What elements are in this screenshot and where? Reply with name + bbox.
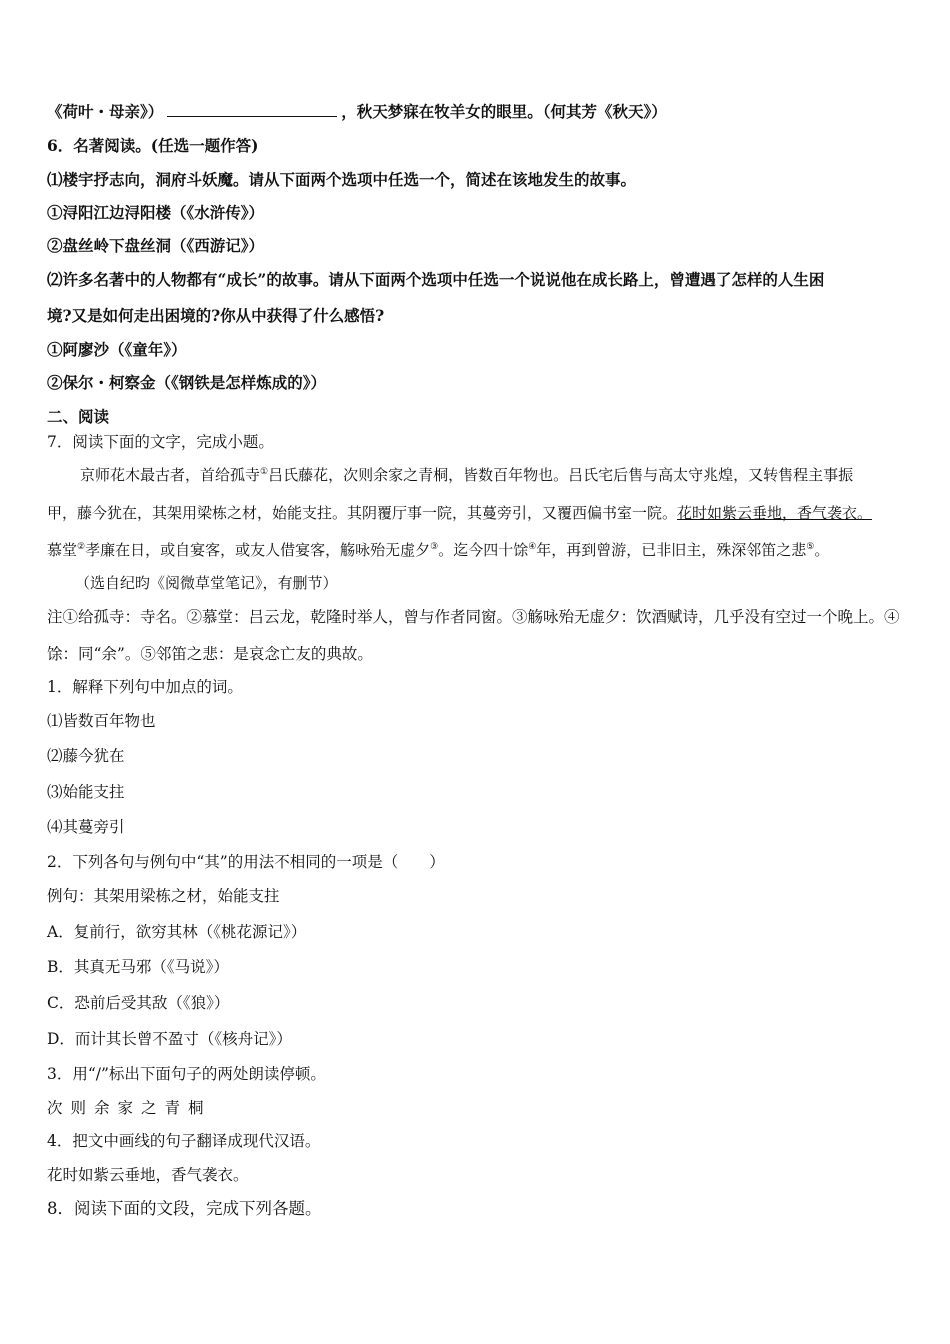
passage-line-3: 慕堂②孝廉在日，或自宴客，或友人借宴客，觞咏殆无虚夕③。迄今四十馀④年，再到曾游，已非旧主，殊深邻笛之悲⑤。	[47, 541, 830, 559]
passage-line-1: 京师花木最古者，首给孤寺①吕氏藤花，次则余家之青桐，皆数百年物也。吕氏宅后售与高太守兆煌，又转售程主事振	[80, 466, 854, 484]
subquestion-1-item-2: ⑵藤今犹在	[47, 747, 125, 765]
question-6-option-1b: ②盘丝岭下盘丝洞（《西游记》）	[47, 236, 265, 255]
choice-c[interactable]: C．恐前后受其敌（《狼》）	[47, 994, 230, 1012]
footnote-mark: ①	[260, 467, 269, 477]
subquestion-3-sentence: 次则余家之青桐	[47, 1099, 212, 1117]
passage-line-2: 甲，藤今犹在，其架用梁栋之材，始能支拄。其阴覆厅事一院，其蔓旁引，又覆西偏书室一院。花时如紫云垂地，香气袭衣。	[47, 504, 873, 522]
question-8-title: 8．阅读下面的文段，完成下列各题。	[47, 1199, 322, 1218]
subquestion-1-item-4: ⑷其蔓旁引	[47, 818, 125, 836]
question-6-title: 6．名著阅读。(任选一题作答)	[47, 136, 259, 155]
footnote-mark: ④	[528, 542, 537, 552]
choice-b[interactable]: B．其真无马邪（《马说》）	[47, 958, 229, 976]
choice-a[interactable]: A．复前行，欲穷其林（《桃花源记》）	[47, 923, 307, 941]
footnote-mark: ②	[77, 542, 86, 552]
underlined-sentence: 花时如紫云垂地，香气袭衣。	[677, 504, 873, 522]
subquestion-4: 4．把文中画线的句子翻译成现代汉语。	[47, 1132, 321, 1150]
question-7-title: 7．阅读下面的文字，完成小题。	[47, 433, 274, 451]
section-heading: 二、阅读	[47, 407, 110, 426]
subquestion-1-item-1: ⑴皆数百年物也	[47, 712, 156, 730]
notes-line-1: 注①给孤寺：寺名。②慕堂：吕云龙，乾隆时举人，曾与作者同窗。③觞咏殆无虚夕：饮酒赋诗，几乎没有空过一个晚上。④	[47, 608, 900, 626]
footnote-mark: ③	[430, 542, 439, 552]
subquestion-4-sentence: 花时如紫云垂地，香气袭衣。	[47, 1166, 249, 1184]
subquestion-1-item-3: ⑶始能支拄	[47, 783, 125, 801]
poem-line-text: ，秋天梦寐在牧羊女的眼里。（何其芳《秋天》）	[341, 102, 667, 121]
question-6-part-2-line1: ⑵许多名著中的人物都有“成长”的故事。请从下面两个选项中任选一个说说他在成长路上，曾遭遇了怎样的人生困	[47, 270, 825, 289]
subquestion-2: 2．下列各句与例句中“其”的用法不相同的一项是（ ）	[47, 853, 445, 871]
question-6-part-2-line2: 境?又是如何走出困境的?你从中获得了什么感悟?	[47, 306, 385, 325]
subquestion-3: 3．用“/”标出下面句子的两处朗读停顿。	[47, 1065, 326, 1083]
notes-line-2: 馀：同“余”。⑤邻笛之悲：是哀念亡友的典故。	[47, 645, 373, 663]
choice-d[interactable]: D．而计其长曾不盈寸（《核舟记》）	[47, 1030, 292, 1048]
subquestion-2-example: 例句：其架用梁栋之材，始能支拄	[47, 887, 280, 905]
poem-source-text: 《荷叶・母亲》）	[47, 102, 164, 121]
footnote-mark: ⑤	[806, 542, 815, 552]
subquestion-1: 1．解释下列句中加点的词。	[47, 678, 243, 696]
question-6-part-1: ⑴楼宇抒志向，洞府斗妖魔。请从下面两个选项中任选一个，简述在该地发生的故事。	[47, 170, 637, 189]
question-6-option-1a: ①浔阳江边浔阳楼（《水浒传》）	[47, 203, 265, 222]
question-6-option-2a: ①阿廖沙（《童年》）	[47, 340, 187, 359]
passage-source: （选自纪昀《阅微草堂笔记》，有删节）	[75, 574, 338, 592]
question-6-option-2b: ②保尔・柯察金（《钢铁是怎样炼成的》）	[47, 373, 327, 392]
poem-fill-line	[47, 102, 667, 122]
answer-blank[interactable]	[167, 102, 337, 117]
